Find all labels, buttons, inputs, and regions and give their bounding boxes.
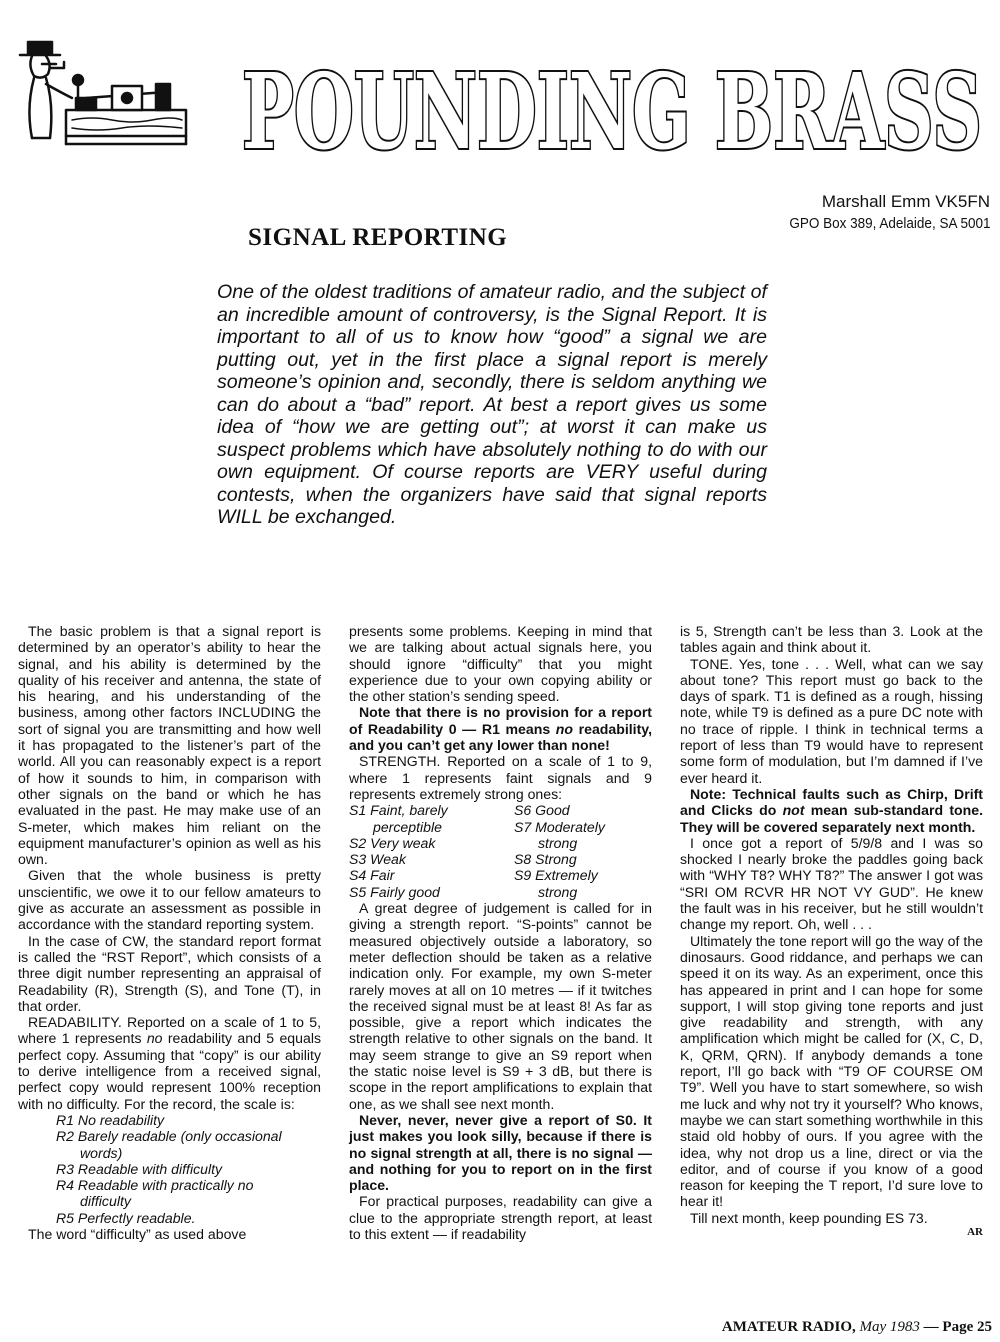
masthead-text: POUNDING BRASS [242, 52, 982, 172]
readability-scale-list [18, 1112, 321, 1226]
paragraph: Given that the whole business is pretty unscientific, we owe it to our fellow amateurs to give as accurate an assessment as possible in accordance with the standard reporting system. [18, 867, 321, 933]
text-run: R4 Readable with practically no [56, 1177, 254, 1194]
paragraph: The basic problem is that a signal report is determined by an operator’s ability to hear the signal, and his ability is determined by the quality of his receiver and antenna, the state of his hearing, and his understanding of the business, among other factors INCLUDING the sort of signal you are transmitting and how well it has propagated to the listener’s part of the world. All you can reasonably expect is a report of how it sounds to him, in comparison with other signals on the band or which he has evaluated in the past. He may make use of an S-meter, which makes him reliant on the equipment manufacturer’s opinion as well as his own. [18, 623, 321, 868]
list-item: strong [538, 883, 578, 900]
strength-column-right [514, 802, 652, 900]
list-item: S6 Good [514, 802, 570, 819]
article-title: SIGNAL REPORTING [248, 224, 508, 251]
text-run: Note: Technical faults such as Chirp, Drift and Clicks do [680, 785, 983, 819]
text-run: mean sub-standard tone. They will be covered separately next month. [680, 802, 983, 835]
list-item: S3 Weak [349, 851, 406, 868]
list-item: S1 Faint, barely [349, 802, 448, 819]
author-address: GPO Box 389, Adelaide, SA 5001 [788, 215, 990, 232]
article-intro: One of the oldest traditions of amateur radio, and the subject of an incredible amount of controversy, is the Signal Report. It is important to all of us to know how “good” a signal we are putting out, yet in the first place a signal report is merely someone’s opinion and, secondly, there is seldom anything we can do about a “bad” report. At best a report gives us some idea of “how we are getting out”; at worst it can make us suspect problems which have absolutely nothing to do with our own equipment. Of course reports are VERY useful during contests, when the organizers have said that signal reports WILL be exchanged. [217, 281, 767, 528]
article-column-3 [680, 623, 983, 1238]
list-item: S4 Fair [349, 867, 395, 884]
text-run: READABILITY. Reported on a scale of 1 to 5, where 1 represents [18, 1014, 321, 1047]
note-paragraph [349, 704, 652, 753]
paragraph: Ultimately the tone report will go the way of the dinosaurs. Good riddance, and perhaps we can speed it on its way. As an experiment, once this has appeared in print and I can hope for some support, I will stop giving tone reports and just give readability and strength, with any amplification which might be called for (X, C, D, K, QRM, QRN). If anybody demands a tone report, I’ll go back with “T9 OF COURSE OM T9”. Well you have to start somewhere, so wish me luck and why not try it yourself? Who knows, maybe we can start something worthwhile in this staid old hobby of ours. If you agree with the idea, why not drop us a line, direct or via the editor, and of course if you know of a good reason for keeping the T report, I’d sure love to hear it! [680, 932, 983, 1210]
list-item: S5 Fairly good [349, 883, 440, 900]
list-item: S7 Moderately [514, 818, 605, 835]
masthead-title [238, 52, 986, 172]
strength-scale-table [349, 802, 652, 900]
paragraph: For practical purposes, readability can give a clue to the appropriate strength report, at least to this extent — if readability [349, 1193, 652, 1242]
paragraph [18, 1014, 321, 1112]
paragraph: Till next month, keep pounding ES 73. [690, 1209, 928, 1226]
article-column-1 [18, 623, 321, 1242]
article-column-2 [349, 623, 652, 1242]
end-mark: AR [967, 1225, 983, 1238]
byline [767, 191, 991, 235]
author-name: Marshall Emm VK5FN [821, 192, 990, 211]
text-run: words) [80, 1144, 123, 1161]
paragraph: presents some problems. Keeping in mind that we are talking about actual signals here, you should ignore “difficulty” that you might experience due to your own copying ability or the other station’s sending speed. [349, 623, 652, 705]
paragraph: TONE. Yes, tone . . . Well, what can we say about tone? This report must go back to the days of spark. T1 is defined as a rough, hissing note, while T9 is defined as a pure DC note with no trace of ripple. I think in technical terms a report of less than T9 would have to represent some form of modulation, but I’m damned if I’ve ever heard it. [680, 655, 983, 786]
text-run: readability and 5 equals perfect copy. Assuming that “copy” is our ability to derive intelligence from a received signal, perfect copy would represent 100% reception with no difficulty. For the record, the scale is: [18, 1030, 321, 1112]
note-paragraph: Never, never, never give a report of S0. It just makes you look silly, because if there is no signal strength at all, there is no signal — and nothing for you to report on in the first place. [349, 1111, 652, 1194]
list-item: R5 Perfectly readable. [56, 1209, 196, 1226]
strength-column-left [349, 802, 514, 900]
paragraph: I once got a report of 5/9/8 and I was so shocked I nearly broke the paddles going back with “WHY T8? WHY T8?” The answer I got was “SRI OM RCVR HR NOT VY GUD”. He knew the fault was in his receiver, but he still wouldn’t change my report. Oh, well . . . [680, 834, 983, 933]
page-footer [722, 1319, 992, 1336]
list-item [56, 1128, 321, 1161]
text-run: Note that there is no provision for a report of Readability 0 — R1 means [349, 704, 652, 737]
paragraph: STRENGTH. Reported on a scale of 1 to 9, where 1 represents faint signals and 9 represents extremely strong ones: [349, 753, 652, 802]
list-item: R1 No readability [56, 1111, 165, 1128]
list-item: R3 Readable with difficulty [56, 1160, 223, 1177]
list-item [56, 1177, 321, 1210]
list-item: S8 Strong [514, 851, 577, 868]
note-paragraph [680, 786, 983, 835]
list-item: S9 Extremely [514, 867, 598, 884]
text-run: R2 Barely readable (only occasional [56, 1128, 282, 1145]
magazine-name: AMATEUR RADIO, [721, 1319, 856, 1335]
paragraph: The word “difficulty” as used above [28, 1225, 247, 1242]
paragraph: is 5, Strength can’t be less than 3. Look at the tables again and think about it. [680, 623, 983, 656]
page-number: — Page 25 [923, 1319, 992, 1335]
telegraph-key-operator-icon [16, 40, 196, 150]
paragraph: A great degree of judgement is called for in giving a strength report. “S-points” cannot be measured objectively outside a laboratory, so meter deflection should be taken as a relative indication only. For example, my own S-meter rarely moves at all on 10 metres — if it twitches the received signal must be at least 8! As far as possible, give a report which indicates the strength relative to other signals on the band. It may seem strange to give an S9 report when the static noise level is S9 + 3 dB, but there is scope in the report amplifications to explain that one, as we shall see next month. [349, 900, 652, 1112]
text-run: readability, and you can’t get any lower than none! [349, 720, 652, 754]
text-run: difficulty [80, 1193, 131, 1210]
list-item: perceptible [373, 818, 442, 835]
emphasis: not [782, 802, 805, 819]
emphasis: no [555, 720, 574, 737]
emphasis: no [146, 1030, 163, 1047]
list-item: S2 Very weak [349, 834, 436, 851]
list-item: strong [538, 834, 578, 851]
paragraph: In the case of CW, the standard report format is called the “RST Report”, which consists of a three digit number representing an appraisal of Readability (R), Strength (S), and Tone (T), in that order. [18, 932, 321, 1014]
issue-date: May 1983 [859, 1319, 920, 1335]
